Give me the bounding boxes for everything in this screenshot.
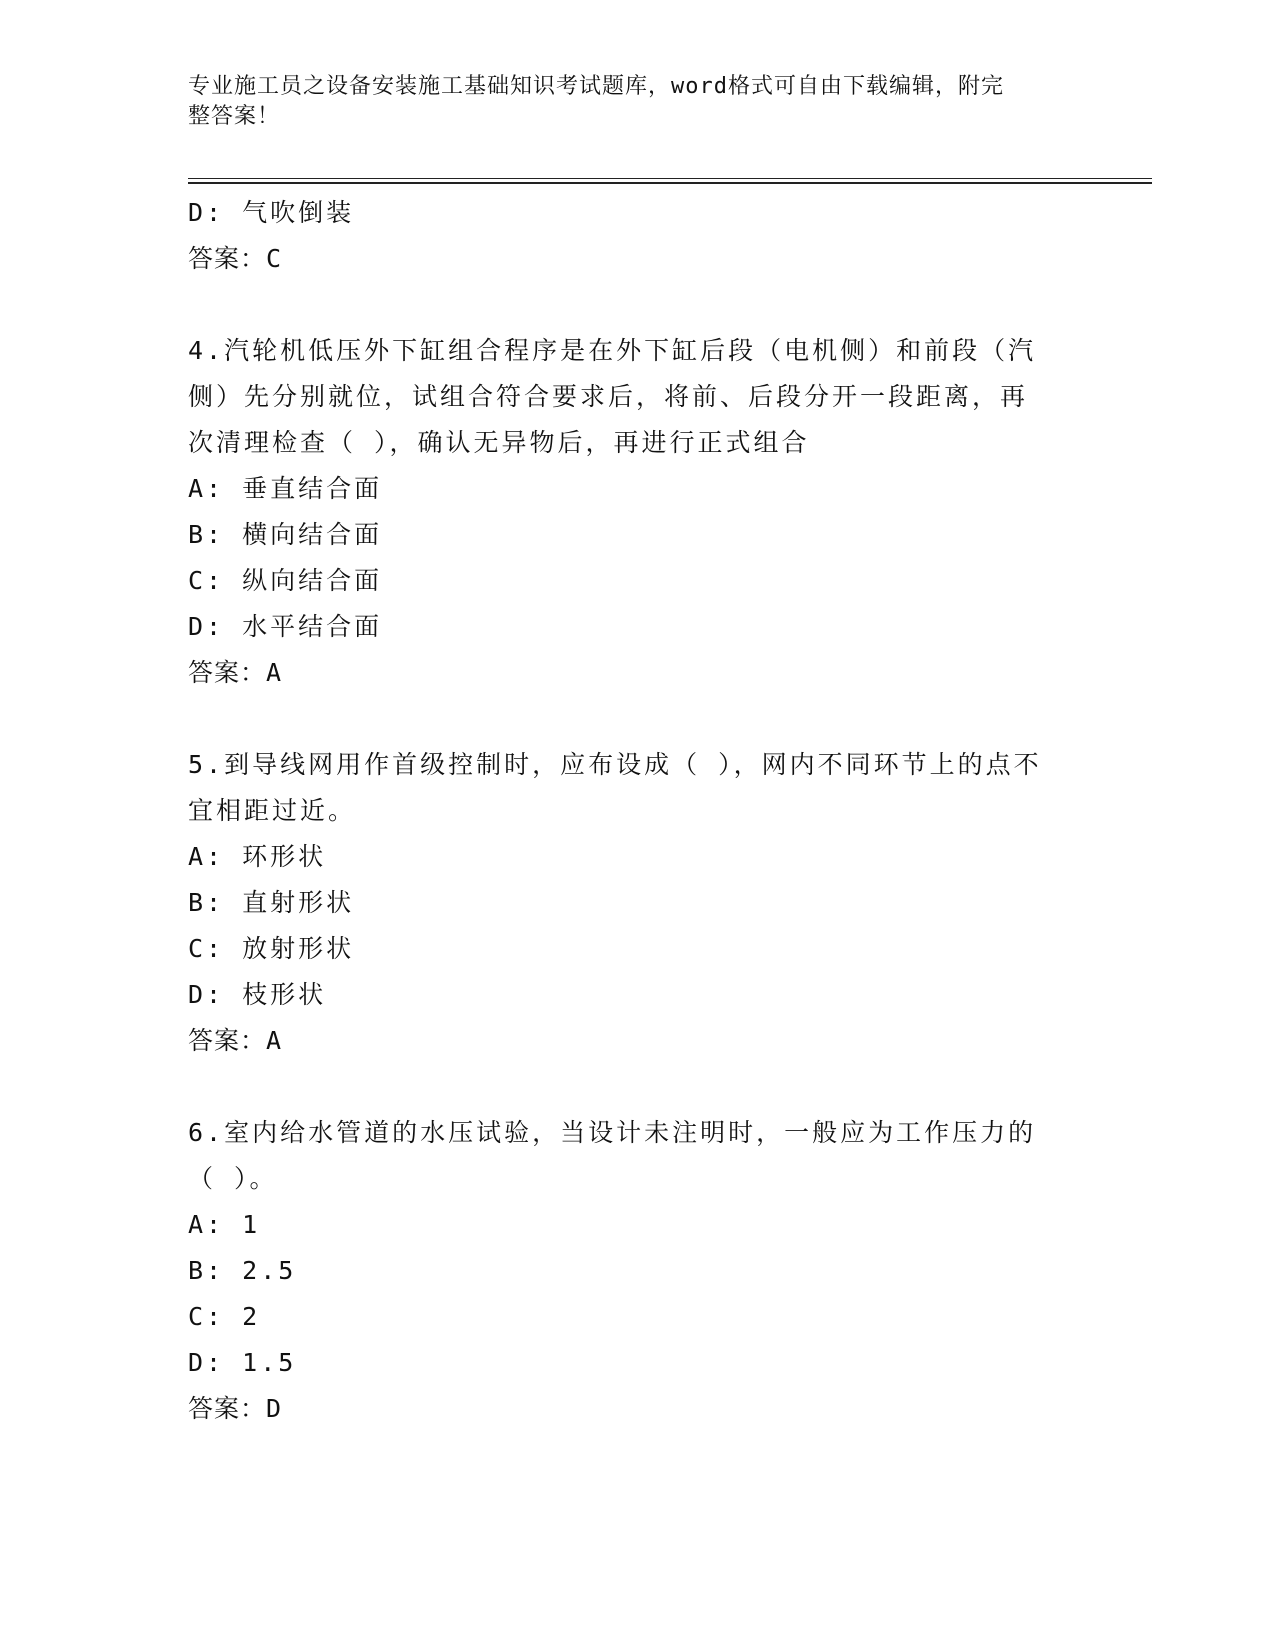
option-d: D: 1.5 (188, 1348, 297, 1377)
prev-question-tail (188, 190, 1088, 282)
spacer (188, 696, 1088, 742)
header-rule-thin (188, 178, 1152, 179)
header-line-2: 整答案！ (188, 104, 281, 129)
header-line-1: 专业施工员之设备安装施工基础知识考试题库，word格式可自由下载编辑，附完 (188, 74, 1004, 99)
answer: 答案：C (188, 244, 283, 273)
document-body (188, 190, 1088, 1432)
option-c: C: 放射形状 (188, 934, 355, 963)
option-a: A: 环形状 (188, 842, 327, 871)
answer: 答案：A (188, 658, 283, 687)
header-rule-thick (188, 182, 1152, 184)
option-a: A: 1 (188, 1210, 261, 1239)
question-5 (188, 742, 1088, 1064)
question-text-line: 6.室内给水管道的水压试验，当设计未注明时，一般应为工作压力的 (188, 1118, 1037, 1147)
answer: 答案：D (188, 1394, 283, 1423)
option-c: C: 2 (188, 1302, 261, 1331)
question-text-line: 次清理检查（ ），确认无异物后，再进行正式组合 (188, 428, 810, 457)
option-b: B: 2.5 (188, 1256, 297, 1285)
question-6 (188, 1110, 1088, 1432)
option-d: D: 枝形状 (188, 980, 327, 1009)
option-b: B: 直射形状 (188, 888, 355, 917)
answer: 答案：A (188, 1026, 283, 1055)
option-d: D: 水平结合面 (188, 612, 383, 641)
question-text-line: 4.汽轮机低压外下缸组合程序是在外下缸后段（电机侧）和前段（汽 (188, 336, 1037, 365)
spacer (188, 1064, 1088, 1110)
question-text-line: 宜相距过近。 (188, 796, 357, 825)
spacer (188, 282, 1088, 328)
option-c: C: 纵向结合面 (188, 566, 383, 595)
question-text-line: （ ）。 (188, 1164, 278, 1193)
question-4 (188, 328, 1088, 696)
question-text-line: 侧）先分别就位，试组合符合要求后，将前、后段分开一段距离，再 (188, 382, 1029, 411)
option-b: B: 横向结合面 (188, 520, 383, 549)
option-a: A: 垂直结合面 (188, 474, 383, 503)
document-header (188, 72, 1088, 132)
question-text-line: 5.到导线网用作首级控制时，应布设成（ ），网内不同环节上的点不 (188, 750, 1042, 779)
option-d: D: 气吹倒装 (188, 198, 355, 227)
